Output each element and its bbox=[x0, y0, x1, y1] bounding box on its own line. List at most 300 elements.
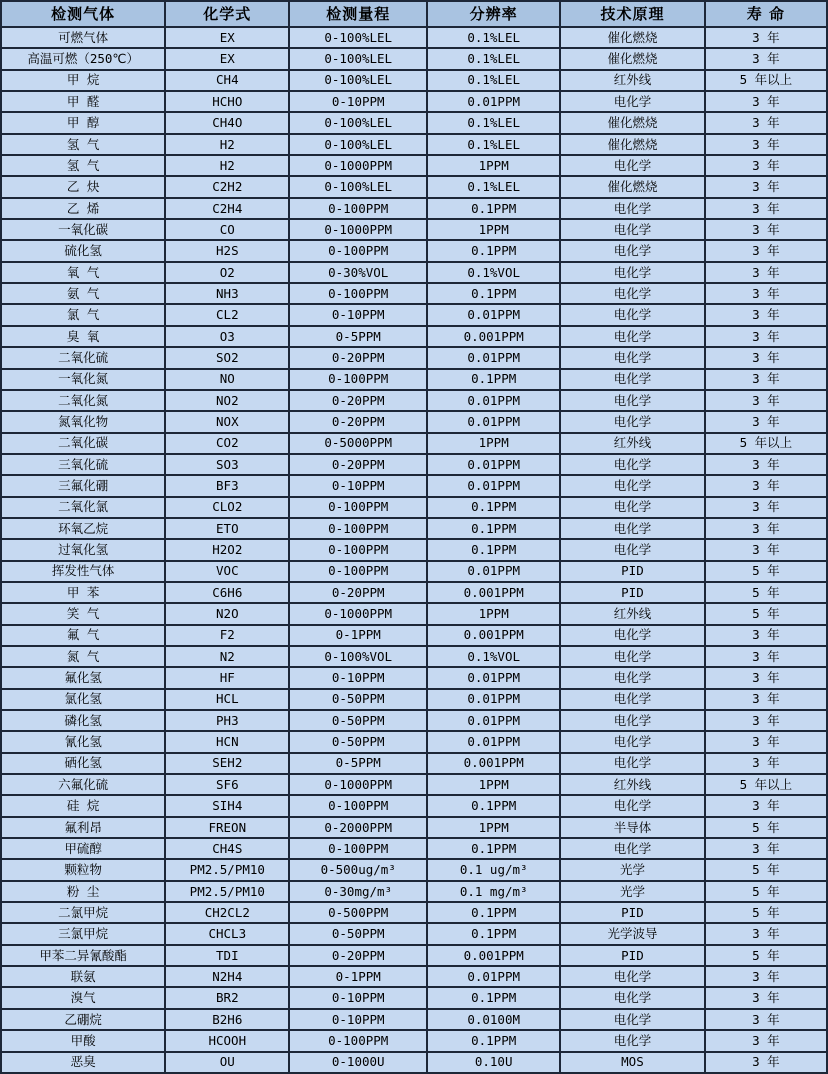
column-header-resolution: 分辨率 bbox=[427, 1, 560, 27]
table-cell-gas: 臭 氧 bbox=[1, 326, 165, 347]
table-cell-lifespan: 3 年 bbox=[705, 923, 827, 944]
table-cell-principle: 光学 bbox=[560, 881, 705, 902]
table-row bbox=[1, 433, 827, 454]
table-cell-range: 0-100%LEL bbox=[289, 48, 427, 69]
table-cell-principle: MOS bbox=[560, 1052, 705, 1074]
table-cell-principle: 电化学 bbox=[560, 1009, 705, 1030]
table-cell-gas: 氮氧化物 bbox=[1, 411, 165, 432]
table-cell-gas: 三氟化硼 bbox=[1, 475, 165, 496]
table-cell-range: 0-1000PPM bbox=[289, 219, 427, 240]
table-cell-gas: 氰化氢 bbox=[1, 731, 165, 752]
table-cell-gas: 硒化氢 bbox=[1, 753, 165, 774]
table-cell-formula: EX bbox=[165, 27, 289, 48]
table-cell-lifespan: 3 年 bbox=[705, 262, 827, 283]
table-cell-gas: 甲 苯 bbox=[1, 582, 165, 603]
table-cell-resolution: 0.1PPM bbox=[427, 987, 560, 1008]
table-cell-principle: 电化学 bbox=[560, 966, 705, 987]
table-cell-gas: 氨 气 bbox=[1, 283, 165, 304]
table-row bbox=[1, 91, 827, 112]
table-cell-formula: VOC bbox=[165, 561, 289, 582]
table-cell-range: 0-50PPM bbox=[289, 731, 427, 752]
table-cell-lifespan: 5 年 bbox=[705, 945, 827, 966]
table-cell-lifespan: 3 年 bbox=[705, 112, 827, 133]
table-cell-lifespan: 3 年 bbox=[705, 475, 827, 496]
table-cell-formula: CO bbox=[165, 219, 289, 240]
table-cell-range: 0-100%LEL bbox=[289, 176, 427, 197]
table-cell-gas: 过氧化氢 bbox=[1, 539, 165, 560]
table-cell-resolution: 0.1%LEL bbox=[427, 27, 560, 48]
table-cell-gas: 硅 烷 bbox=[1, 795, 165, 816]
table-cell-resolution: 0.001PPM bbox=[427, 326, 560, 347]
table-row bbox=[1, 774, 827, 795]
table-row bbox=[1, 945, 827, 966]
table-cell-formula: B2H6 bbox=[165, 1009, 289, 1030]
table-cell-resolution: 0.1PPM bbox=[427, 518, 560, 539]
table-cell-lifespan: 3 年 bbox=[705, 91, 827, 112]
table-row bbox=[1, 838, 827, 859]
table-cell-formula: CL2 bbox=[165, 304, 289, 325]
table-cell-formula: OU bbox=[165, 1052, 289, 1074]
table-row bbox=[1, 27, 827, 48]
table-cell-gas: 可燃气体 bbox=[1, 27, 165, 48]
table-cell-range: 0-1000U bbox=[289, 1052, 427, 1074]
table-cell-gas: 乙 烯 bbox=[1, 198, 165, 219]
table-cell-range: 0-2000PPM bbox=[289, 817, 427, 838]
table-cell-range: 0-1PPM bbox=[289, 625, 427, 646]
table-row bbox=[1, 304, 827, 325]
table-cell-resolution: 0.1PPM bbox=[427, 369, 560, 390]
table-cell-range: 0-100PPM bbox=[289, 518, 427, 539]
table-cell-formula: SIH4 bbox=[165, 795, 289, 816]
table-cell-principle: 电化学 bbox=[560, 518, 705, 539]
table-cell-gas: 氟 气 bbox=[1, 625, 165, 646]
table-cell-lifespan: 3 年 bbox=[705, 219, 827, 240]
table-cell-formula: HCOOH bbox=[165, 1030, 289, 1051]
table-cell-lifespan: 3 年 bbox=[705, 667, 827, 688]
table-cell-resolution: 0.001PPM bbox=[427, 753, 560, 774]
table-cell-gas: 恶臭 bbox=[1, 1052, 165, 1074]
table-cell-principle: 电化学 bbox=[560, 91, 705, 112]
table-cell-formula: C2H2 bbox=[165, 176, 289, 197]
table-cell-resolution: 1PPM bbox=[427, 774, 560, 795]
table-cell-principle: 电化学 bbox=[560, 625, 705, 646]
table-cell-range: 0-100PPM bbox=[289, 369, 427, 390]
table-row bbox=[1, 753, 827, 774]
table-cell-resolution: 0.001PPM bbox=[427, 582, 560, 603]
table-cell-formula: H2 bbox=[165, 155, 289, 176]
table-cell-formula: N2H4 bbox=[165, 966, 289, 987]
table-row bbox=[1, 966, 827, 987]
table-cell-resolution: 0.1PPM bbox=[427, 497, 560, 518]
table-cell-gas: 甲 烷 bbox=[1, 70, 165, 91]
table-cell-principle: 红外线 bbox=[560, 774, 705, 795]
table-cell-gas: 甲 醇 bbox=[1, 112, 165, 133]
table-cell-formula: NO bbox=[165, 369, 289, 390]
table-row bbox=[1, 155, 827, 176]
table-cell-range: 0-100PPM bbox=[289, 1030, 427, 1051]
table-cell-resolution: 0.1PPM bbox=[427, 902, 560, 923]
table-row bbox=[1, 240, 827, 261]
table-cell-range: 0-1PPM bbox=[289, 966, 427, 987]
table-cell-gas: 二氧化碳 bbox=[1, 433, 165, 454]
table-cell-range: 0-100%LEL bbox=[289, 27, 427, 48]
table-row bbox=[1, 390, 827, 411]
table-cell-formula: HF bbox=[165, 667, 289, 688]
table-cell-lifespan: 3 年 bbox=[705, 753, 827, 774]
table-cell-principle: 催化燃烧 bbox=[560, 134, 705, 155]
table-cell-lifespan: 5 年 bbox=[705, 561, 827, 582]
table-cell-lifespan: 3 年 bbox=[705, 689, 827, 710]
table-cell-gas: 乙 炔 bbox=[1, 176, 165, 197]
table-cell-resolution: 0.01PPM bbox=[427, 966, 560, 987]
table-cell-formula: F2 bbox=[165, 625, 289, 646]
table-row bbox=[1, 262, 827, 283]
table-cell-principle: 电化学 bbox=[560, 262, 705, 283]
table-cell-formula: SO2 bbox=[165, 347, 289, 368]
column-header-formula: 化学式 bbox=[165, 1, 289, 27]
table-cell-gas: 环氧乙烷 bbox=[1, 518, 165, 539]
table-cell-resolution: 0.1 ug/m³ bbox=[427, 859, 560, 880]
table-cell-resolution: 0.1PPM bbox=[427, 283, 560, 304]
table-row bbox=[1, 667, 827, 688]
table-cell-gas: 甲酸 bbox=[1, 1030, 165, 1051]
table-cell-lifespan: 3 年 bbox=[705, 283, 827, 304]
table-cell-principle: 红外线 bbox=[560, 603, 705, 624]
table-cell-formula: NO2 bbox=[165, 390, 289, 411]
table-cell-lifespan: 3 年 bbox=[705, 838, 827, 859]
table-cell-range: 0-100%VOL bbox=[289, 646, 427, 667]
column-header-principle: 技术原理 bbox=[560, 1, 705, 27]
table-row bbox=[1, 817, 827, 838]
table-cell-formula: CH4 bbox=[165, 70, 289, 91]
table-cell-principle: 电化学 bbox=[560, 1030, 705, 1051]
table-cell-principle: 电化学 bbox=[560, 390, 705, 411]
table-cell-lifespan: 3 年 bbox=[705, 240, 827, 261]
table-cell-principle: PID bbox=[560, 561, 705, 582]
table-cell-range: 0-5PPM bbox=[289, 753, 427, 774]
table-cell-gas: 甲 醛 bbox=[1, 91, 165, 112]
table-cell-resolution: 0.1%LEL bbox=[427, 48, 560, 69]
table-cell-formula: BR2 bbox=[165, 987, 289, 1008]
table-cell-range: 0-100PPM bbox=[289, 539, 427, 560]
table-cell-principle: 电化学 bbox=[560, 240, 705, 261]
table-cell-resolution: 0.1PPM bbox=[427, 923, 560, 944]
table-cell-range: 0-50PPM bbox=[289, 710, 427, 731]
table-cell-formula: SO3 bbox=[165, 454, 289, 475]
table-cell-formula: H2 bbox=[165, 134, 289, 155]
table-cell-formula: TDI bbox=[165, 945, 289, 966]
table-cell-formula: ETO bbox=[165, 518, 289, 539]
table-cell-principle: 催化燃烧 bbox=[560, 27, 705, 48]
table-cell-principle: 电化学 bbox=[560, 475, 705, 496]
table-cell-resolution: 0.01PPM bbox=[427, 731, 560, 752]
table-cell-principle: 电化学 bbox=[560, 347, 705, 368]
table-cell-resolution: 1PPM bbox=[427, 219, 560, 240]
column-header-range: 检测量程 bbox=[289, 1, 427, 27]
table-cell-lifespan: 5 年 bbox=[705, 902, 827, 923]
table-row bbox=[1, 561, 827, 582]
table-cell-formula: CLO2 bbox=[165, 497, 289, 518]
table-cell-lifespan: 3 年 bbox=[705, 966, 827, 987]
table-cell-lifespan: 3 年 bbox=[705, 27, 827, 48]
table-cell-principle: 电化学 bbox=[560, 219, 705, 240]
table-cell-range: 0-100%LEL bbox=[289, 70, 427, 91]
table-cell-range: 0-100PPM bbox=[289, 561, 427, 582]
table-cell-resolution: 0.1PPM bbox=[427, 1030, 560, 1051]
table-cell-resolution: 0.1PPM bbox=[427, 240, 560, 261]
table-cell-principle: 电化学 bbox=[560, 838, 705, 859]
table-cell-range: 0-10PPM bbox=[289, 1009, 427, 1030]
table-cell-principle: 电化学 bbox=[560, 710, 705, 731]
table-cell-resolution: 0.1PPM bbox=[427, 539, 560, 560]
table-cell-principle: 电化学 bbox=[560, 283, 705, 304]
table-cell-resolution: 0.01PPM bbox=[427, 667, 560, 688]
table-cell-principle: 电化学 bbox=[560, 497, 705, 518]
table-cell-lifespan: 5 年 bbox=[705, 817, 827, 838]
table-row bbox=[1, 881, 827, 902]
table-cell-principle: 电化学 bbox=[560, 155, 705, 176]
table-cell-lifespan: 3 年 bbox=[705, 1052, 827, 1074]
table-cell-formula: PH3 bbox=[165, 710, 289, 731]
table-cell-principle: 电化学 bbox=[560, 304, 705, 325]
table-cell-gas: 甲苯二异氰酸酯 bbox=[1, 945, 165, 966]
table-cell-formula: NOX bbox=[165, 411, 289, 432]
table-cell-principle: 电化学 bbox=[560, 198, 705, 219]
table-cell-resolution: 1PPM bbox=[427, 817, 560, 838]
table-cell-formula: PM2.5/PM10 bbox=[165, 859, 289, 880]
table-cell-range: 0-1000PPM bbox=[289, 774, 427, 795]
table-row bbox=[1, 1052, 827, 1074]
table-cell-lifespan: 5 年 bbox=[705, 881, 827, 902]
table-cell-resolution: 0.01PPM bbox=[427, 347, 560, 368]
table-row bbox=[1, 582, 827, 603]
table-cell-resolution: 0.1%VOL bbox=[427, 262, 560, 283]
table-cell-range: 0-20PPM bbox=[289, 454, 427, 475]
table-row bbox=[1, 48, 827, 69]
table-cell-lifespan: 3 年 bbox=[705, 539, 827, 560]
table-row bbox=[1, 326, 827, 347]
table-cell-formula: SF6 bbox=[165, 774, 289, 795]
table-cell-resolution: 0.01PPM bbox=[427, 390, 560, 411]
table-cell-principle: 电化学 bbox=[560, 987, 705, 1008]
table-cell-lifespan: 3 年 bbox=[705, 326, 827, 347]
table-cell-formula: O3 bbox=[165, 326, 289, 347]
table-row bbox=[1, 539, 827, 560]
table-cell-lifespan: 3 年 bbox=[705, 411, 827, 432]
table-cell-principle: 红外线 bbox=[560, 433, 705, 454]
table-cell-principle: 电化学 bbox=[560, 667, 705, 688]
table-cell-gas: 二氧化氮 bbox=[1, 390, 165, 411]
table-cell-range: 0-10PPM bbox=[289, 91, 427, 112]
table-cell-range: 0-20PPM bbox=[289, 347, 427, 368]
table-cell-formula: FREON bbox=[165, 817, 289, 838]
table-row bbox=[1, 475, 827, 496]
table-cell-gas: 氯 气 bbox=[1, 304, 165, 325]
table-cell-range: 0-50PPM bbox=[289, 689, 427, 710]
table-cell-range: 0-1000PPM bbox=[289, 603, 427, 624]
table-cell-gas: 笑 气 bbox=[1, 603, 165, 624]
table-cell-formula: CH2CL2 bbox=[165, 902, 289, 923]
table-cell-principle: 电化学 bbox=[560, 731, 705, 752]
table-row bbox=[1, 646, 827, 667]
table-cell-gas: 挥发性气体 bbox=[1, 561, 165, 582]
table-cell-principle: 光学 bbox=[560, 859, 705, 880]
table-cell-principle: PID bbox=[560, 582, 705, 603]
table-cell-gas: 氮 气 bbox=[1, 646, 165, 667]
table-cell-gas: 硫化氢 bbox=[1, 240, 165, 261]
table-cell-principle: 电化学 bbox=[560, 689, 705, 710]
table-cell-gas: 氢 气 bbox=[1, 155, 165, 176]
table-cell-lifespan: 3 年 bbox=[705, 454, 827, 475]
table-row bbox=[1, 497, 827, 518]
table-cell-principle: 电化学 bbox=[560, 326, 705, 347]
table-row bbox=[1, 411, 827, 432]
table-row bbox=[1, 923, 827, 944]
table-cell-formula: CH4S bbox=[165, 838, 289, 859]
table-cell-range: 0-10PPM bbox=[289, 667, 427, 688]
table-cell-principle: PID bbox=[560, 902, 705, 923]
table-cell-range: 0-20PPM bbox=[289, 411, 427, 432]
table-row bbox=[1, 710, 827, 731]
table-cell-gas: 六氟化硫 bbox=[1, 774, 165, 795]
table-cell-principle: 电化学 bbox=[560, 411, 705, 432]
table-cell-resolution: 0.1PPM bbox=[427, 795, 560, 816]
table-cell-resolution: 1PPM bbox=[427, 603, 560, 624]
table-cell-lifespan: 5 年以上 bbox=[705, 433, 827, 454]
table-cell-principle: 光学波导 bbox=[560, 923, 705, 944]
table-cell-lifespan: 5 年 bbox=[705, 603, 827, 624]
header-row bbox=[1, 1, 827, 27]
table-cell-lifespan: 3 年 bbox=[705, 48, 827, 69]
table-cell-lifespan: 3 年 bbox=[705, 1030, 827, 1051]
table-cell-lifespan: 3 年 bbox=[705, 646, 827, 667]
table-cell-principle: 催化燃烧 bbox=[560, 176, 705, 197]
table-cell-formula: CH4O bbox=[165, 112, 289, 133]
table-cell-resolution: 0.1%VOL bbox=[427, 646, 560, 667]
table-cell-formula: N2 bbox=[165, 646, 289, 667]
table-cell-resolution: 1PPM bbox=[427, 433, 560, 454]
table-cell-principle: 催化燃烧 bbox=[560, 112, 705, 133]
table-row bbox=[1, 1030, 827, 1051]
table-cell-lifespan: 3 年 bbox=[705, 347, 827, 368]
table-row bbox=[1, 859, 827, 880]
table-cell-formula: CO2 bbox=[165, 433, 289, 454]
table-cell-principle: 电化学 bbox=[560, 369, 705, 390]
table-cell-formula: PM2.5/PM10 bbox=[165, 881, 289, 902]
table-cell-lifespan: 5 年以上 bbox=[705, 70, 827, 91]
table-cell-resolution: 0.1%LEL bbox=[427, 134, 560, 155]
table-cell-gas: 氢 气 bbox=[1, 134, 165, 155]
table-cell-principle: 电化学 bbox=[560, 795, 705, 816]
table-cell-formula: H2O2 bbox=[165, 539, 289, 560]
table-cell-gas: 氯化氢 bbox=[1, 689, 165, 710]
table-row bbox=[1, 198, 827, 219]
table-cell-range: 0-20PPM bbox=[289, 945, 427, 966]
table-cell-range: 0-500PPM bbox=[289, 902, 427, 923]
table-cell-range: 0-30%VOL bbox=[289, 262, 427, 283]
table-cell-principle: 电化学 bbox=[560, 646, 705, 667]
table-cell-gas: 联氨 bbox=[1, 966, 165, 987]
table-cell-principle: 催化燃烧 bbox=[560, 48, 705, 69]
table-cell-principle: PID bbox=[560, 945, 705, 966]
table-cell-range: 0-50PPM bbox=[289, 923, 427, 944]
table-row bbox=[1, 112, 827, 133]
table-cell-range: 0-100%LEL bbox=[289, 112, 427, 133]
table-cell-lifespan: 3 年 bbox=[705, 176, 827, 197]
table-cell-range: 0-10PPM bbox=[289, 475, 427, 496]
table-cell-lifespan: 5 年 bbox=[705, 859, 827, 880]
table-row bbox=[1, 454, 827, 475]
table-cell-gas: 氟利昂 bbox=[1, 817, 165, 838]
table-cell-principle: 电化学 bbox=[560, 454, 705, 475]
table-cell-range: 0-30mg/m³ bbox=[289, 881, 427, 902]
table-cell-formula: HCHO bbox=[165, 91, 289, 112]
table-cell-gas: 三氧化硫 bbox=[1, 454, 165, 475]
table-row bbox=[1, 689, 827, 710]
column-header-lifespan: 寿 命 bbox=[705, 1, 827, 27]
table-cell-range: 0-20PPM bbox=[289, 390, 427, 411]
table-cell-gas: 氟化氢 bbox=[1, 667, 165, 688]
table-cell-gas: 粉 尘 bbox=[1, 881, 165, 902]
table-cell-gas: 磷化氢 bbox=[1, 710, 165, 731]
table-cell-gas: 一氧化氮 bbox=[1, 369, 165, 390]
table-cell-resolution: 0.1%LEL bbox=[427, 70, 560, 91]
table-cell-range: 0-500ug/m³ bbox=[289, 859, 427, 880]
table-cell-lifespan: 3 年 bbox=[705, 625, 827, 646]
table-cell-lifespan: 3 年 bbox=[705, 134, 827, 155]
table-cell-range: 0-10PPM bbox=[289, 304, 427, 325]
table-cell-range: 0-100PPM bbox=[289, 497, 427, 518]
table-cell-resolution: 0.001PPM bbox=[427, 625, 560, 646]
table-cell-lifespan: 3 年 bbox=[705, 987, 827, 1008]
table-row bbox=[1, 1009, 827, 1030]
table-cell-lifespan: 3 年 bbox=[705, 710, 827, 731]
table-cell-formula: HCN bbox=[165, 731, 289, 752]
table-cell-resolution: 0.01PPM bbox=[427, 561, 560, 582]
table-cell-lifespan: 3 年 bbox=[705, 731, 827, 752]
table-cell-resolution: 0.001PPM bbox=[427, 945, 560, 966]
table-cell-resolution: 0.1PPM bbox=[427, 198, 560, 219]
table-cell-gas: 氧 气 bbox=[1, 262, 165, 283]
table-cell-resolution: 0.01PPM bbox=[427, 304, 560, 325]
table-cell-lifespan: 3 年 bbox=[705, 1009, 827, 1030]
table-cell-gas: 二氧化氯 bbox=[1, 497, 165, 518]
table-cell-range: 0-1000PPM bbox=[289, 155, 427, 176]
table-cell-formula: NH3 bbox=[165, 283, 289, 304]
table-row bbox=[1, 625, 827, 646]
table-row bbox=[1, 795, 827, 816]
table-row bbox=[1, 987, 827, 1008]
table-row bbox=[1, 369, 827, 390]
table-row bbox=[1, 518, 827, 539]
table-cell-resolution: 0.0100M bbox=[427, 1009, 560, 1030]
table-row bbox=[1, 902, 827, 923]
table-body bbox=[1, 27, 827, 1073]
table-cell-gas: 二氧化硫 bbox=[1, 347, 165, 368]
table-cell-principle: 电化学 bbox=[560, 753, 705, 774]
table-cell-resolution: 0.01PPM bbox=[427, 710, 560, 731]
table-cell-range: 0-100PPM bbox=[289, 795, 427, 816]
table-cell-gas: 一氧化碳 bbox=[1, 219, 165, 240]
table-cell-resolution: 1PPM bbox=[427, 155, 560, 176]
table-cell-gas: 甲硫醇 bbox=[1, 838, 165, 859]
table-cell-gas: 三氯甲烷 bbox=[1, 923, 165, 944]
table-cell-lifespan: 3 年 bbox=[705, 369, 827, 390]
table-cell-range: 0-100PPM bbox=[289, 838, 427, 859]
table-cell-resolution: 0.01PPM bbox=[427, 411, 560, 432]
table-row bbox=[1, 347, 827, 368]
table-row bbox=[1, 283, 827, 304]
